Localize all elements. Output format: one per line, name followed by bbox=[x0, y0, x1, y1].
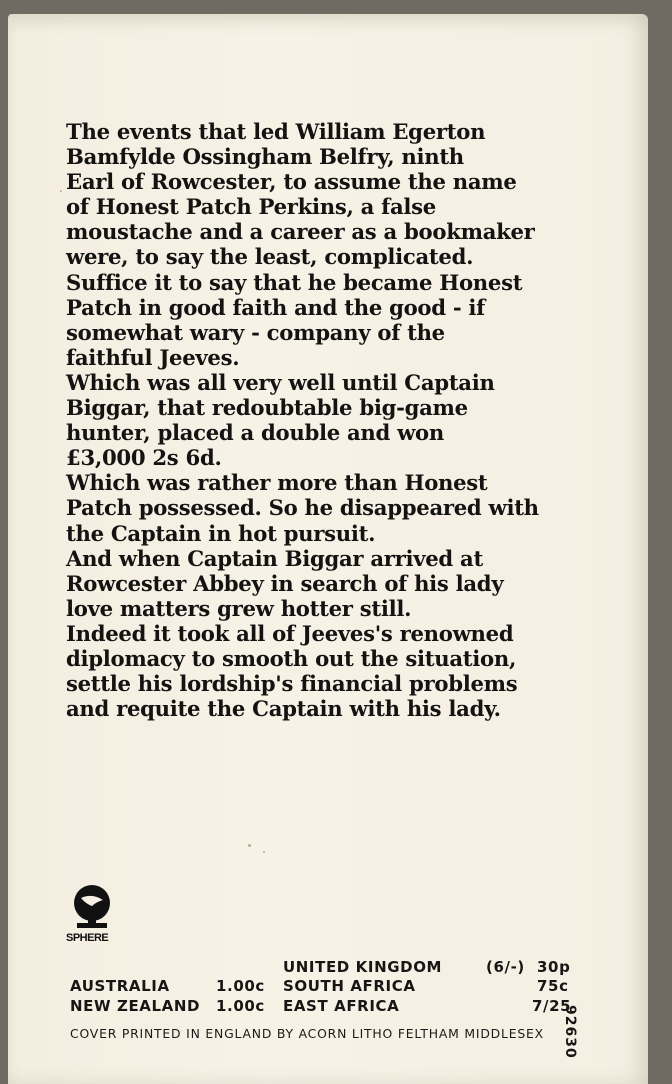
blurb-line: of Honest Patch Perkins, a false bbox=[66, 194, 436, 220]
paper-speck bbox=[263, 851, 265, 853]
blurb-line: diplomacy to smooth out the situation, bbox=[66, 645, 517, 671]
blurb-line: settle his lordship's financial problems bbox=[66, 671, 518, 697]
blurb-line: Indeed it took all of Jeeves's renowned bbox=[66, 620, 514, 646]
price-label-east-africa: EAST AFRICA bbox=[283, 997, 400, 1015]
globe-icon bbox=[72, 884, 112, 930]
price-label-uk: UNITED KINGDOM bbox=[283, 958, 443, 976]
price-old-uk: (6/-) bbox=[486, 958, 525, 976]
price-south-africa: 75c bbox=[537, 977, 569, 995]
paper-speck bbox=[60, 190, 62, 192]
blurb-line: and requite the Captain with his lady. bbox=[66, 696, 501, 722]
blurb-line: Which was rather more than Honest bbox=[66, 470, 488, 496]
price-label-australia: AUSTRALIA bbox=[70, 977, 170, 995]
blurb-line: £3,000 2s 6d. bbox=[66, 445, 222, 471]
publisher-name: SPHERE bbox=[66, 932, 109, 944]
blurb-text bbox=[66, 119, 586, 721]
blurb-line: Bamfylde Ossingham Belfry, ninth bbox=[66, 144, 464, 170]
printer-credit: COVER PRINTED IN ENGLAND BY ACORN LITHO FELTHAM MIDDLESEX bbox=[70, 1026, 544, 1041]
price-uk: 30p bbox=[537, 958, 571, 976]
publisher-logo bbox=[66, 884, 126, 954]
paper-speck bbox=[248, 844, 251, 847]
blurb-line: Patch possessed. So he disappeared with bbox=[66, 495, 539, 521]
blurb-line: the Captain in hot pursuit. bbox=[66, 520, 376, 546]
blurb-line: Patch in good faith and the good - if bbox=[66, 294, 485, 320]
blurb-line: Biggar, that redoubtable big-game bbox=[66, 395, 468, 421]
blurb-line: Suffice it to say that he became Honest bbox=[66, 269, 523, 295]
blurb-line: The events that led William Egerton bbox=[66, 119, 486, 144]
blurb-line: Earl of Rowcester, to assume the name bbox=[66, 169, 517, 195]
blurb-line: love matters grew hotter still. bbox=[66, 595, 412, 621]
blurb-line: faithful Jeeves. bbox=[66, 344, 240, 370]
blurb-line: were, to say the least, complicated. bbox=[66, 244, 474, 270]
blurb-line: Which was all very well until Captain bbox=[66, 369, 495, 395]
catalog-number: 92630 bbox=[562, 1005, 578, 1059]
blurb-line: Rowcester Abbey in search of his lady bbox=[66, 570, 504, 596]
price-label-south-africa: SOUTH AFRICA bbox=[283, 977, 416, 995]
price-australia: 1.00c bbox=[216, 977, 265, 995]
price-east-africa: 7/25 bbox=[532, 997, 572, 1015]
price-new-zealand: 1.00c bbox=[216, 997, 265, 1015]
blurb-line: moustache and a career as a bookmaker bbox=[66, 219, 535, 245]
price-label-new-zealand: NEW ZEALAND bbox=[70, 997, 201, 1015]
blurb-line: hunter, placed a double and won bbox=[66, 420, 444, 446]
blurb-line: somewhat wary - company of the bbox=[66, 319, 445, 345]
blurb-line: And when Captain Biggar arrived at bbox=[66, 545, 483, 571]
